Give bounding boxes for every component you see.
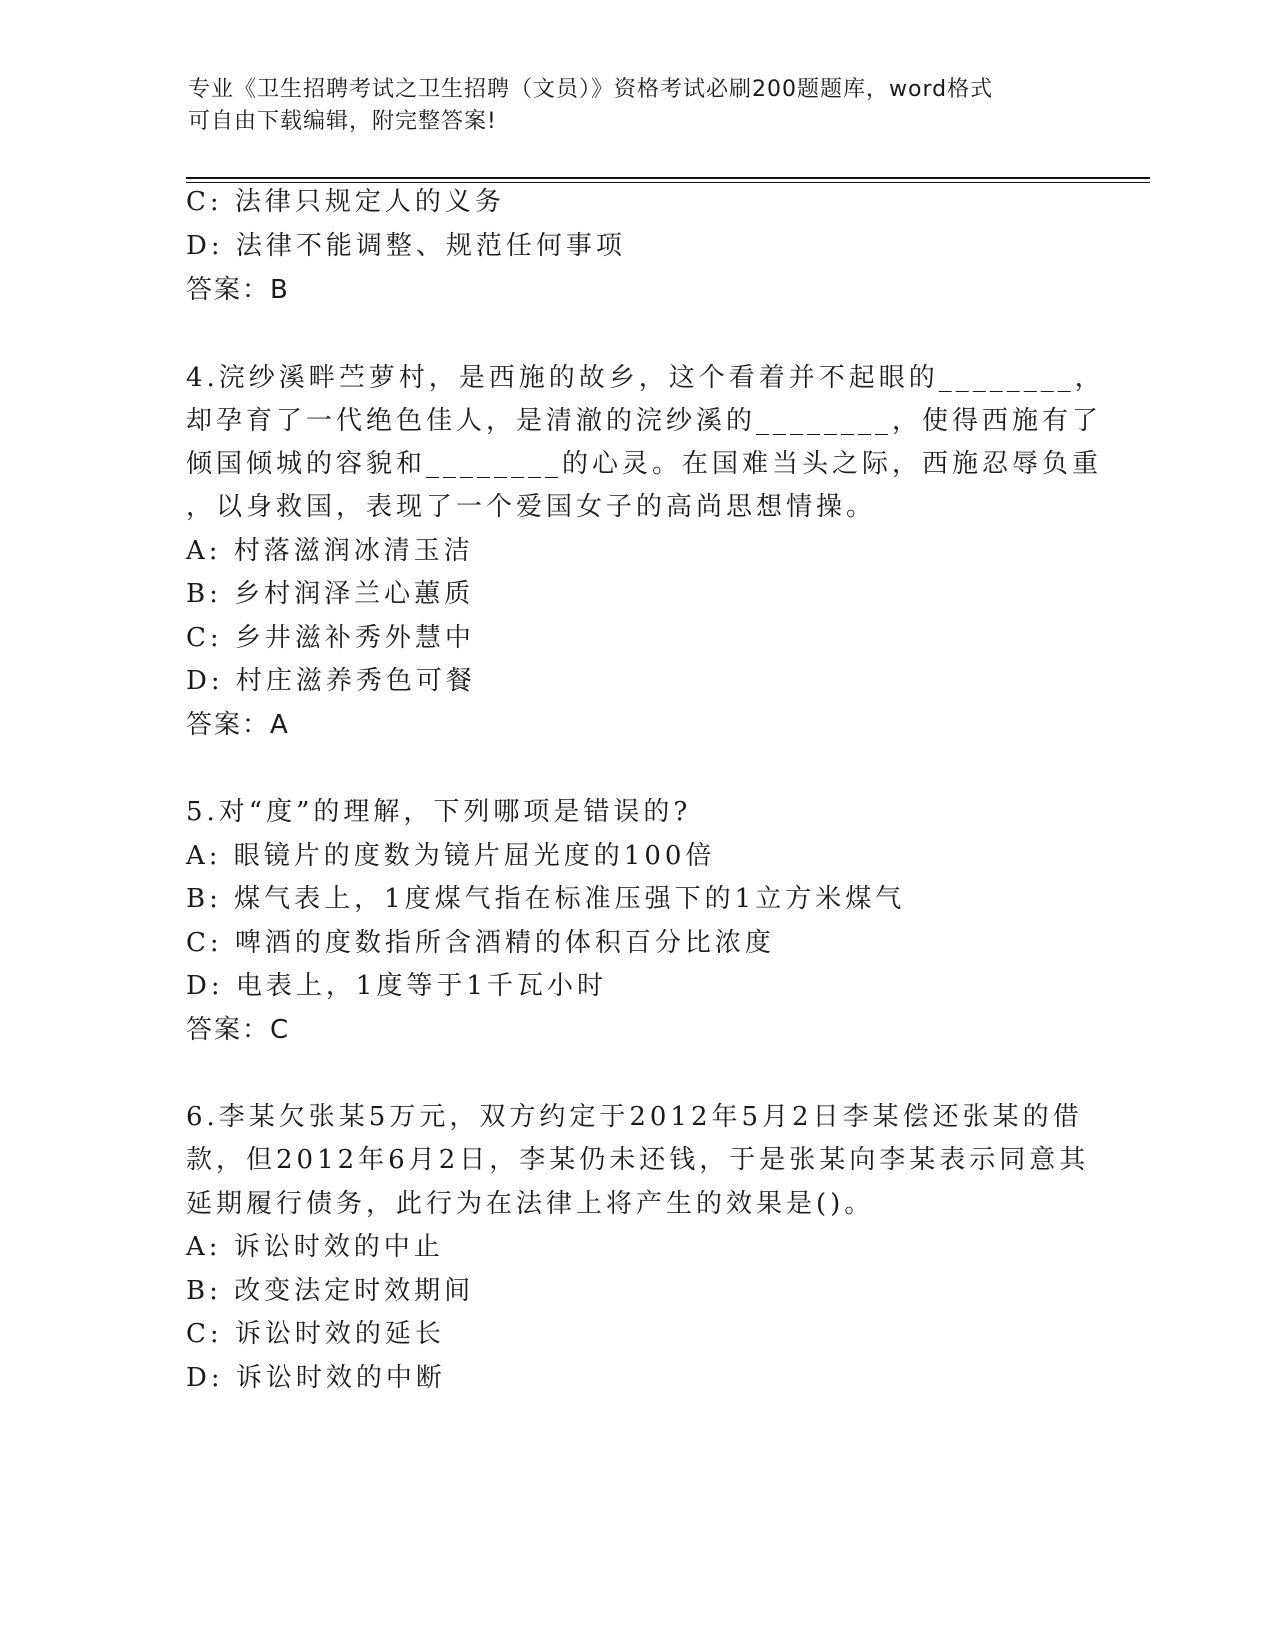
q6-stem-line-1: 6.李某欠张某5万元，双方约定于2012年5月2日李某偿还张某的借: [186, 1102, 1083, 1132]
q5-option-c: C: 啤酒的度数指所含酒精的体积百分比浓度: [186, 928, 775, 958]
q4-stem-line-3: 倾国倾城的容貌和________的心灵。在国难当头之际，西施忍辱负重: [186, 449, 1103, 479]
q6-option-d: D: 诉讼时效的中断: [186, 1363, 446, 1393]
header-line-1: 专业《卫生招聘考试之卫生招聘（文员）》资格考试必刷200题题库，word格式: [188, 77, 994, 102]
q6-option-c: C: 诉讼时效的延长: [186, 1319, 445, 1349]
q4-option-b: B: 乡村润泽兰心蕙质: [186, 579, 475, 609]
q4-answer: 答案：A: [186, 710, 290, 740]
header-line-2: 可自由下载编辑，附完整答案!: [188, 109, 497, 134]
q5-stem-line-1: 5.对“度”的理解，下列哪项是错误的?: [186, 797, 692, 827]
header-divider-thick: [186, 177, 1150, 179]
q5-option-a: A: 眼镜片的度数为镜片屈光度的100倍: [186, 841, 716, 871]
q3-option-c: C: 法律只规定人的义务: [186, 187, 505, 217]
q4-stem-line-1: 4.浣纱溪畔苎萝村，是西施的故乡，这个看着并不起眼的________，: [186, 363, 1105, 393]
q4-option-a: A: 村落滋润冰清玉洁: [186, 536, 474, 566]
q4-option-d: D: 村庄滋养秀色可餐: [186, 666, 476, 696]
q6-stem-line-3: 延期履行债务，此行为在法律上将产生的效果是()。: [186, 1189, 875, 1219]
q4-stem-line-2: 却孕育了一代绝色佳人，是清澈的浣纱溪的________，使得西施有了: [186, 406, 1103, 436]
q5-option-d: D: 电表上，1度等于1千瓦小时: [186, 971, 607, 1001]
q4-option-c: C: 乡井滋补秀外慧中: [186, 623, 475, 653]
q6-option-b: B: 改变法定时效期间: [186, 1276, 475, 1306]
q4-stem-line-4: ，以身救国，表现了一个爱国女子的高尚思想情操。: [186, 492, 877, 522]
header-divider-thin: [186, 182, 1150, 183]
q6-option-a: A: 诉讼时效的中止: [186, 1232, 444, 1262]
q5-option-b: B: 煤气表上，1度煤气指在标准压强下的1立方米煤气: [186, 884, 906, 914]
q5-answer: 答案：C: [186, 1015, 291, 1045]
q3-answer: 答案：B: [186, 275, 290, 305]
q6-stem-line-2: 款，但2012年6月2日，李某仍未还钱，于是张某向李某表示同意其: [186, 1145, 1090, 1175]
q3-option-d: D: 法律不能调整、规范任何事项: [186, 231, 626, 261]
page-header: [188, 74, 1088, 138]
